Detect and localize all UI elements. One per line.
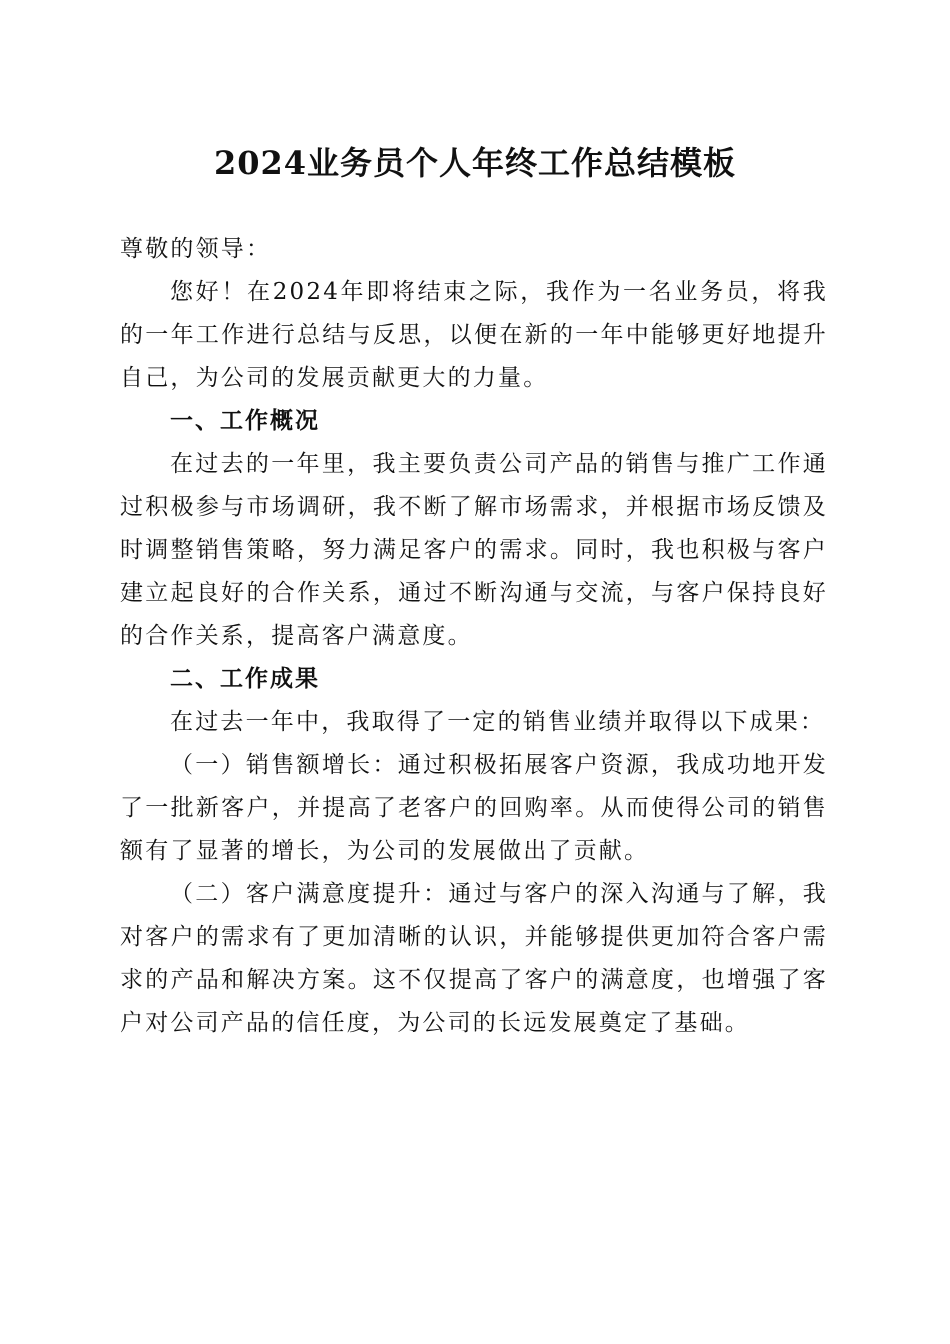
results-lead-paragraph: 在过去一年中，我取得了一定的销售业绩并取得以下成果：	[170, 709, 826, 735]
overview-paragraph: 在过去的一年里，我主要负责公司产品的销售与推广工作通过积极参与市场调研，我不断了解市场需求，并根据市场反馈及时调整销售策略，努力满足客户的需求。同时，我也积极与客户建立起良好的合作关系，通过不断沟通与交流，与客户保持良好的合作关系，提高客户满意度。	[120, 451, 828, 649]
section-heading-overview: 一、工作概况	[170, 408, 320, 434]
results-item-customer-satisfaction: （二）客户满意度提升：通过与客户的深入沟通与了解，我对客户的需求有了更加清晰的认识，并能够提供更加符合客户需求的产品和解决方案。这不仅提高了客户的满意度，也增强了客户对公司产品的信任度，为公司的长远发展奠定了基础。	[120, 881, 828, 1036]
document-body	[120, 228, 828, 1045]
document-title: 2024业务员个人年终工作总结模板	[213, 144, 737, 182]
salutation: 尊敬的领导：	[120, 236, 272, 262]
intro-paragraph: 您好！在2024年即将结束之际，我作为一名业务员，将我的一年工作进行总结与反思，以便在新的一年中能够更好地提升自己，为公司的发展贡献更大的力量。	[120, 279, 828, 391]
section-heading-results: 二、工作成果	[170, 666, 320, 692]
results-item-sales-growth: （一）销售额增长：通过积极拓展客户资源，我成功地开发了一批新客户，并提高了老客户的回购率。从而使得公司的销售额有了显著的增长，为公司的发展做出了贡献。	[120, 752, 828, 864]
